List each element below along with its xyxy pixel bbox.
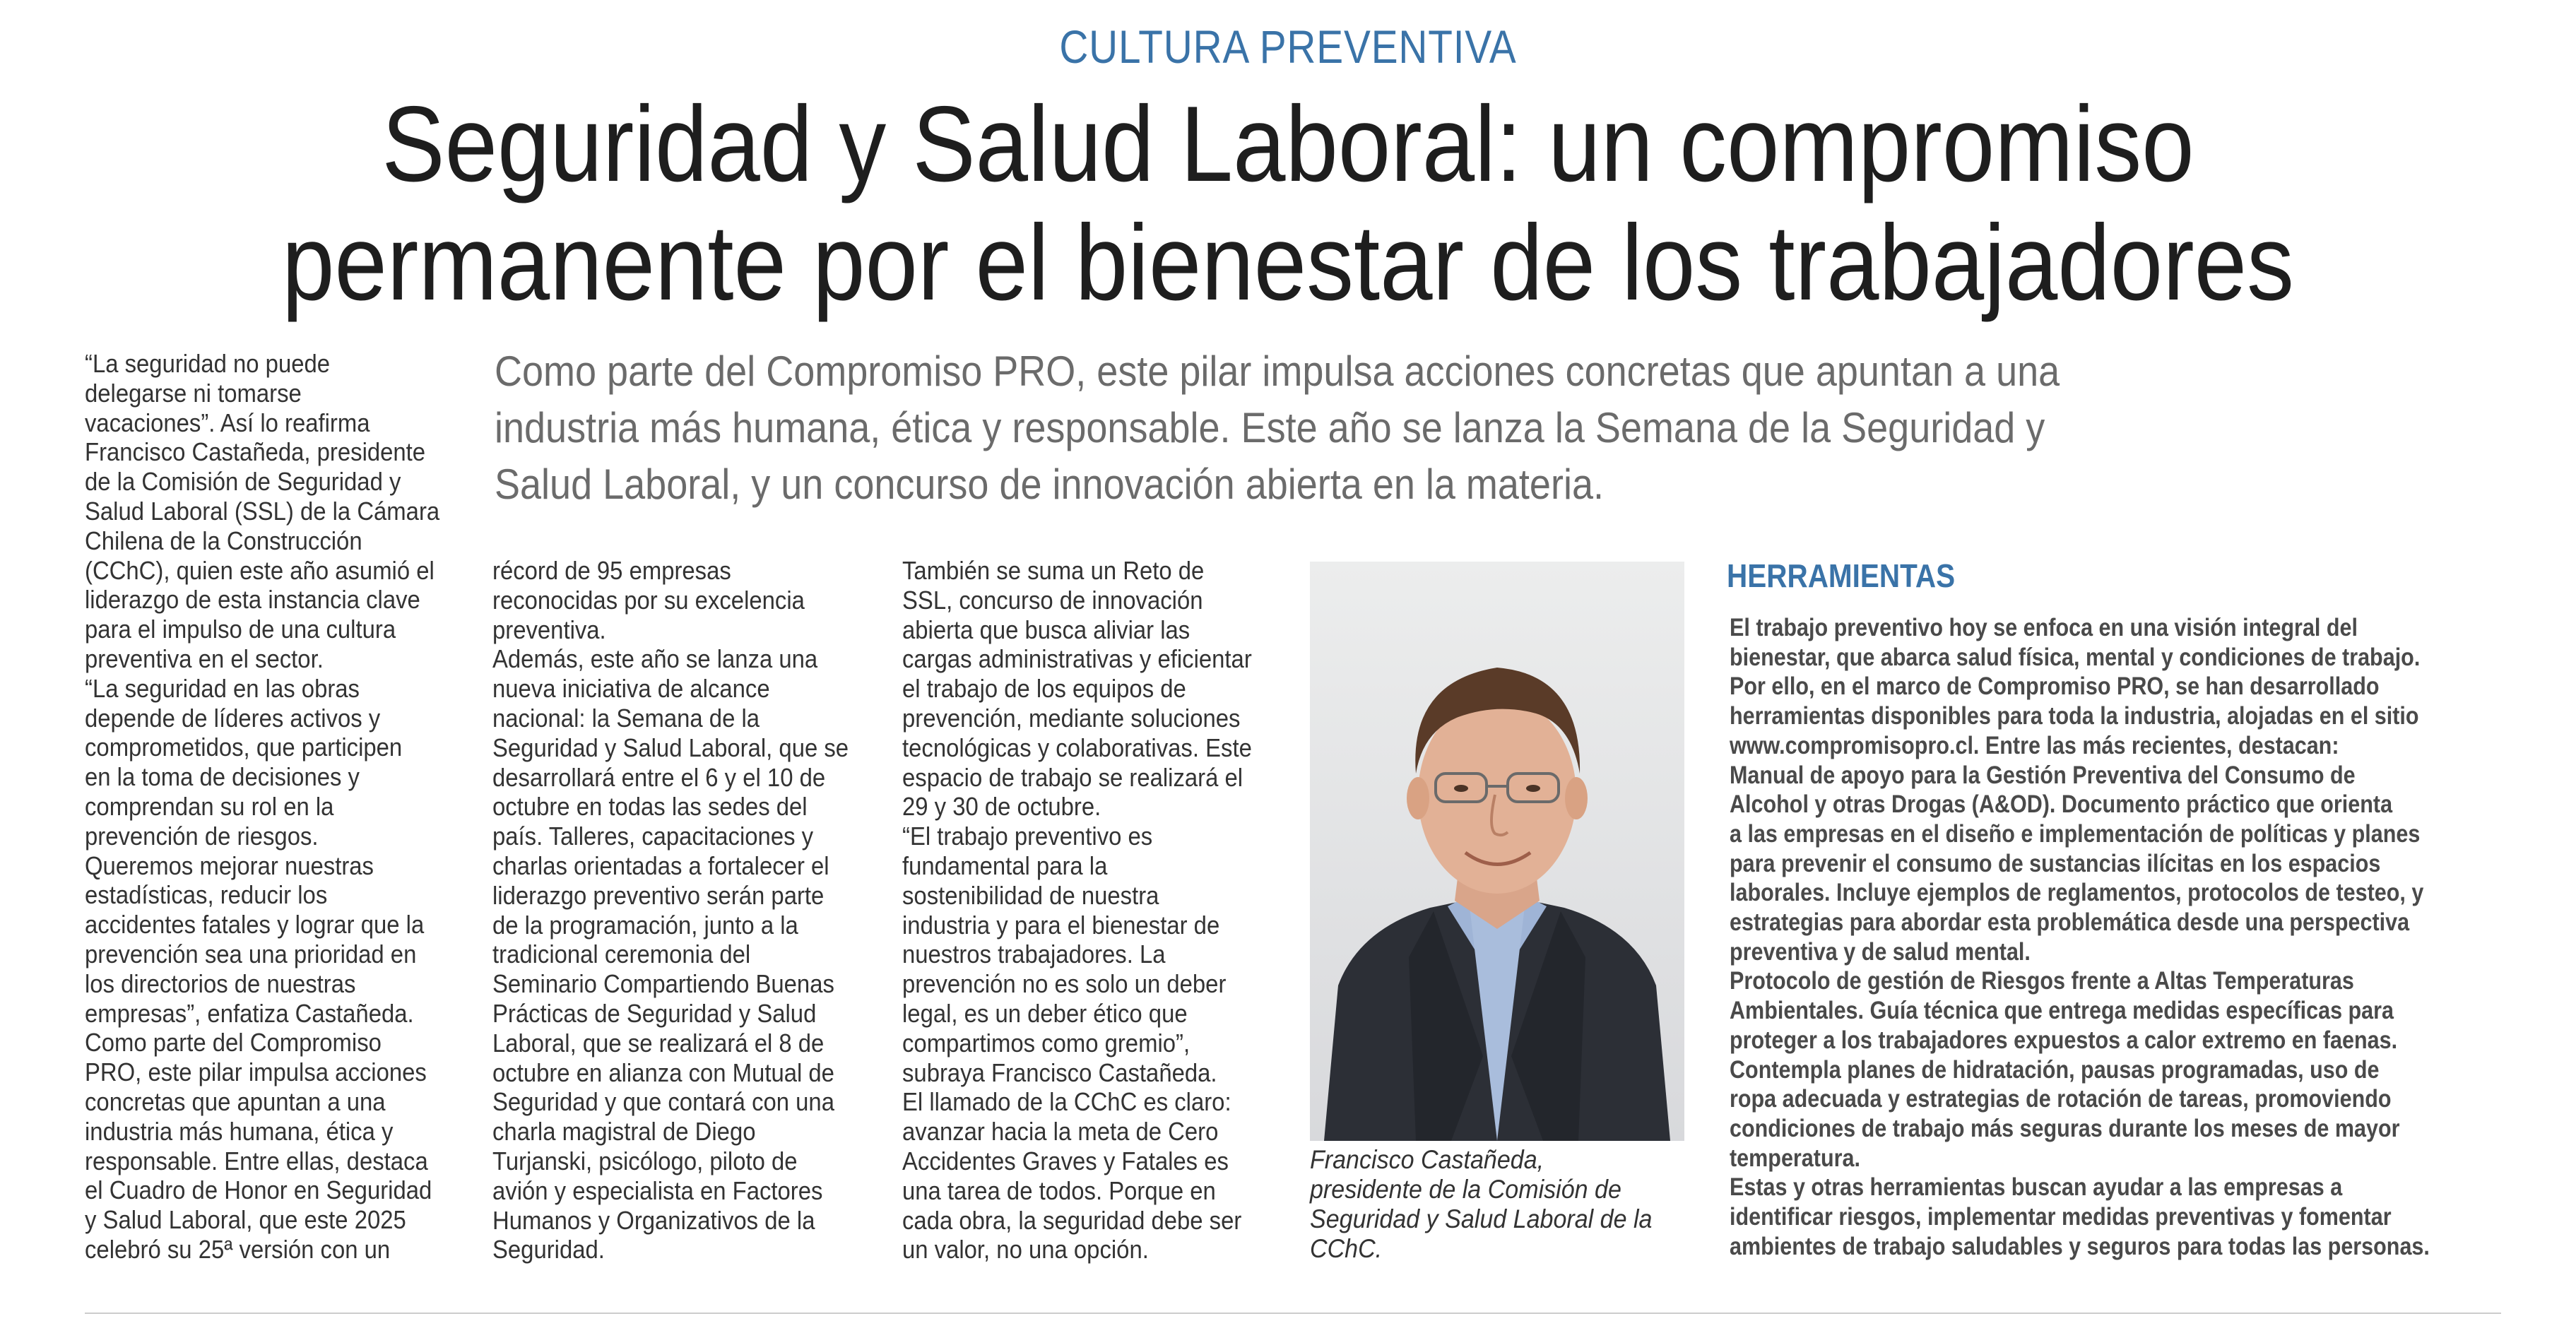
text-line: compartimos como gremio”, — [902, 1028, 1190, 1058]
text-line: proteger a los trabajadores expuestos a calor extremo en faenas. — [1730, 1025, 2398, 1054]
text-line: nacional: la Semana de la — [492, 703, 760, 733]
text-line: en la toma de decisiones y — [85, 762, 360, 792]
lede-line: Como parte del Compromiso PRO, este pilar impulsa acciones concretas que apuntan a una — [495, 348, 2060, 395]
text-line: accidentes fatales y lograr que la — [85, 910, 425, 940]
bottom-rule — [85, 1313, 2501, 1314]
text-line: cada obra, la seguridad debe ser — [902, 1205, 1242, 1235]
text-line: comprometidos, que participen — [85, 733, 403, 762]
lede-line: industria más humana, ética y responsable. Este año se lanza la Semana de la Seguridad y — [495, 404, 2045, 451]
text-line: Manual de apoyo para la Gestión Preventiva del Consumo de — [1730, 760, 2356, 789]
text-line: También se suma un Reto de — [902, 556, 1205, 585]
text-line: estrategias para abordar esta problemática desde una perspectiva — [1730, 908, 2410, 937]
text-line: octubre en alianza con Mutual de — [492, 1058, 834, 1087]
text-line: Además, este año se lanza una — [492, 644, 818, 674]
text-line: récord de 95 empresas — [492, 556, 731, 585]
text-line: tradicional ceremonia del — [492, 940, 751, 969]
text-line: comprendan su rol en la — [85, 791, 334, 821]
text-line: Por ello, en el marco de Compromiso PRO, se han desarrollado — [1730, 672, 2380, 701]
text-line: “El trabajo preventivo es — [902, 822, 1153, 851]
text-line: responsable. Entre ellas, destaca — [85, 1146, 428, 1175]
caption-line: presidente de la Comisión de — [1310, 1175, 1621, 1204]
headline-line: permanente por el bienestar de los trabajadores — [282, 203, 2294, 323]
text-line: avanzar hacia la meta de Cero — [902, 1117, 1219, 1147]
text-line: legal, es un deber ético que — [902, 998, 1188, 1028]
body-column-1 — [85, 349, 466, 1264]
text-line: prevención, mediante soluciones — [902, 703, 1241, 733]
text-line: depende de líderes activos y — [85, 703, 381, 733]
text-line: prevención de riesgos. — [85, 821, 319, 851]
text-line: charlas orientadas a fortalecer el — [492, 851, 829, 880]
text-line: concretas que apuntan a una — [85, 1086, 386, 1116]
text-line: delegarse ni tomarse — [85, 378, 302, 408]
text-line: condiciones de trabajo más seguras durante los meses de mayor — [1730, 1113, 2400, 1142]
text-line: herramientas disponibles para toda la industria, alojadas en el sitio — [1730, 701, 2419, 730]
text-line: (CChC), quien este año asumió el — [85, 555, 435, 585]
text-line: preventiva. — [492, 615, 606, 644]
headline — [155, 85, 2421, 322]
text-line: tecnológicas y colaborativas. Este — [902, 733, 1252, 762]
text-line: Turjanski, psicólogo, piloto de — [492, 1146, 798, 1175]
text-line: para el impulso de una cultura — [85, 615, 396, 644]
text-line: Prácticas de Seguridad y Salud — [492, 998, 817, 1028]
text-line: Protocolo de gestión de Riesgos frente a Altas Temperaturas — [1730, 966, 2354, 995]
text-line: el Cuadro de Honor en Seguridad — [85, 1175, 432, 1205]
text-line: subraya Francisco Castañeda. — [902, 1058, 1217, 1087]
text-line: El llamado de la CChC es claro: — [902, 1087, 1231, 1117]
text-line: avión y especialista en Factores — [492, 1175, 823, 1205]
text-line: Humanos y Organizativos de la — [492, 1205, 815, 1235]
text-line: laborales. Incluye ejemplos de reglamentos, protocolos de testeo, y — [1730, 878, 2424, 907]
text-line: fundamental para la — [902, 851, 1108, 880]
text-line: Contempla planes de hidratación, pausas programadas, uso de — [1730, 1055, 2380, 1084]
text-line: identificar riesgos, implementar medidas preventivas y fomentar — [1730, 1202, 2392, 1231]
portrait-photo — [1310, 562, 1684, 1141]
text-line: cargas administrativas y eficientar — [902, 644, 1252, 674]
text-line: Accidentes Graves y Fatales es — [902, 1146, 1229, 1175]
text-line: El trabajo preventivo hoy se enfoca en una visión integral del — [1730, 613, 2358, 641]
text-line: ambientes de trabajo saludables y seguros para todas las personas. — [1730, 1231, 2430, 1260]
text-line: un valor, no una opción. — [902, 1235, 1149, 1264]
caption-line: Francisco Castañeda, — [1310, 1145, 1544, 1174]
portrait-illustration — [1310, 562, 1684, 1141]
caption-line: Seguridad y Salud Laboral de la — [1310, 1204, 1653, 1233]
text-line: Ambientales. Guía técnica que entrega medidas específicas para — [1730, 996, 2394, 1025]
text-line: 29 y 30 de octubre. — [902, 792, 1101, 822]
text-line: preventiva en el sector. — [85, 644, 324, 673]
text-line: Seguridad y que contará con una — [492, 1087, 834, 1117]
text-line: charla magistral de Diego — [492, 1117, 756, 1147]
text-line: Como parte del Compromiso — [85, 1028, 382, 1058]
text-line: bienestar, que abarca salud física, mental y condiciones de trabajo. — [1730, 642, 2421, 671]
text-line: país. Talleres, capacitaciones y — [492, 822, 814, 851]
text-line: “La seguridad en las obras — [85, 673, 360, 703]
text-line: prevención no es solo un deber — [902, 969, 1227, 999]
text-line: empresas”, enfatiza Castañeda. — [85, 998, 414, 1028]
sidebar-body — [1730, 613, 2507, 1261]
text-line: vacaciones”. Así lo reafirma — [85, 408, 370, 437]
text-line: los directorios de nuestras — [85, 968, 356, 998]
text-line: el trabajo de los equipos de — [902, 674, 1186, 704]
text-line: estadísticas, reducir los — [85, 880, 328, 910]
text-line: nueva iniciativa de alcance — [492, 674, 770, 704]
lede-line: Salud Laboral, y un concurso de innovación abierta en la materia. — [495, 461, 1604, 508]
text-line: Alcohol y otras Drogas (A&OD). Documento práctico que orienta — [1730, 790, 2393, 819]
text-line: Estas y otras herramientas buscan ayudar a las empresas a — [1730, 1173, 2343, 1202]
lede — [495, 343, 2211, 513]
text-line: Queremos mejorar nuestras — [85, 851, 374, 880]
text-line: Seguridad y Salud Laboral, que se — [492, 733, 849, 762]
text-line: Seminario Compartiendo Buenas — [492, 969, 834, 999]
body-column-3 — [902, 556, 1284, 1264]
text-line: nuestros trabajadores. La — [902, 940, 1166, 969]
headline-line: Seguridad y Salud Laboral: un compromiso — [382, 84, 2194, 204]
caption-line: CChC. — [1310, 1234, 1383, 1263]
body-column-2 — [492, 556, 874, 1264]
text-line: para prevenir el consumo de sustancias ilícitas en los espacios — [1730, 848, 2381, 877]
text-line: Chilena de la Construcción — [85, 526, 362, 555]
text-line: de la Comisión de Seguridad y — [85, 467, 401, 497]
photo-caption — [1310, 1145, 1706, 1264]
text-line: prevención sea una prioridad en — [85, 939, 417, 968]
text-line: reconocidas por su excelencia — [492, 585, 805, 615]
text-line: temperatura. — [1730, 1143, 1860, 1172]
text-line: octubre en todas las sedes del — [492, 792, 808, 822]
text-line: Francisco Castañeda, presidente — [85, 437, 426, 467]
text-line: desarrollará entre el 6 y el 10 de — [492, 762, 826, 792]
text-line: de la programación, junto a la — [492, 910, 798, 940]
text-line: Laboral, que se realizará el 8 de — [492, 1028, 825, 1058]
text-line: preventiva y de salud mental. — [1730, 937, 2031, 966]
text-line: SSL, concurso de innovación — [902, 585, 1203, 615]
text-line: ropa adecuada y estrategias de rotación de tareas, promoviendo — [1730, 1084, 2392, 1113]
text-line: www.compromisopro.cl. Entre las más recientes, destacan: — [1730, 730, 2339, 759]
text-line: industria y para el bienestar de — [902, 910, 1220, 940]
text-line: Seguridad. — [492, 1235, 605, 1264]
text-line: a las empresas en el diseño e implementación de políticas y planes — [1730, 819, 2421, 848]
text-line: “La seguridad no puede — [85, 349, 331, 378]
sidebar-title: HERRAMIENTAS — [1727, 557, 1956, 594]
text-line: celebró su 25ª versión con un — [85, 1234, 391, 1264]
text-line: sostenibilidad de nuestra — [902, 880, 1159, 910]
text-line: liderazgo de esta instancia clave — [85, 585, 420, 615]
text-line: una tarea de todos. Porque en — [902, 1175, 1216, 1205]
text-line: abierta que busca aliviar las — [902, 615, 1190, 644]
text-line: espacio de trabajo se realizará el — [902, 762, 1243, 792]
text-line: y Salud Laboral, que este 2025 — [85, 1205, 406, 1235]
text-line: liderazgo preventivo serán parte — [492, 880, 825, 910]
section-label: CULTURA PREVENTIVA — [1059, 20, 1517, 73]
text-line: industria más humana, ética y — [85, 1116, 394, 1146]
text-line: Salud Laboral (SSL) de la Cámara — [85, 496, 440, 526]
text-line: PRO, este pilar impulsa acciones — [85, 1058, 427, 1087]
